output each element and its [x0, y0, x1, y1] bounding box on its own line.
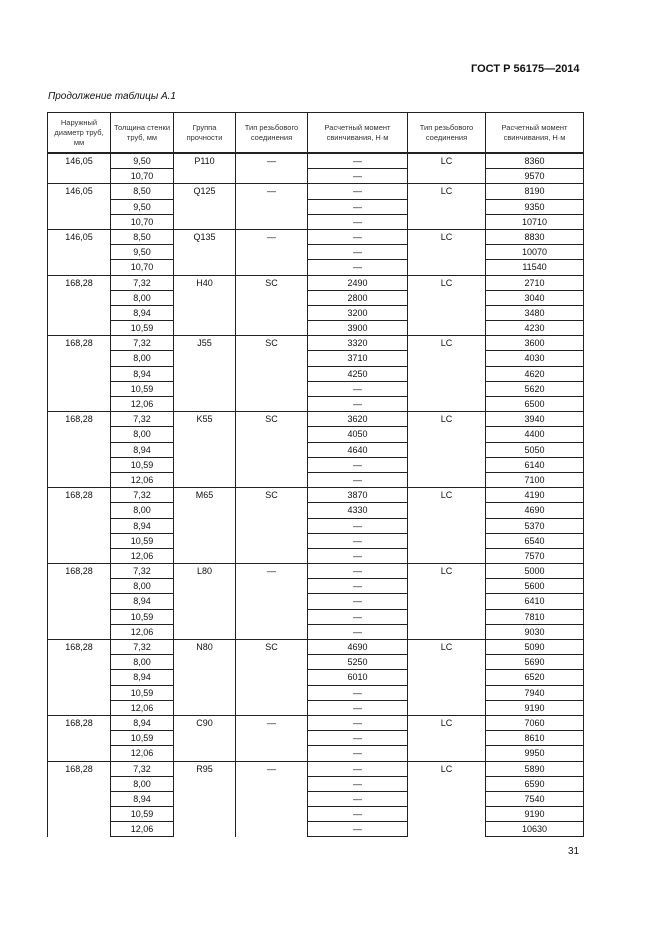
- table-row: [48, 624, 584, 639]
- wall-thickness-cell: 10,70: [111, 260, 174, 275]
- torque-2-cell: 6520: [486, 670, 584, 685]
- torque-1-cell: 4330: [308, 503, 408, 518]
- table-caption: Продолжение таблицы А.1: [48, 91, 176, 102]
- torque-2-cell: 5620: [486, 381, 584, 396]
- wall-thickness-cell: 9,50: [111, 245, 174, 260]
- strength-grade-cell: N80: [174, 640, 236, 716]
- wall-thickness-cell: 10,70: [111, 214, 174, 229]
- table-row: [48, 229, 584, 244]
- torque-2-cell: 8190: [486, 184, 584, 199]
- connection-type-2-cell: LC: [408, 229, 486, 275]
- connection-type-1-cell: —: [236, 229, 308, 275]
- wall-thickness-cell: 8,50: [111, 184, 174, 199]
- table-row: [48, 548, 584, 563]
- wall-thickness-cell: 7,32: [111, 336, 174, 351]
- torque-1-cell: 3870: [308, 488, 408, 503]
- table-header-row: [48, 113, 584, 154]
- connection-type-2-cell: LC: [408, 184, 486, 230]
- table-row: [48, 533, 584, 548]
- torque-2-cell: 10070: [486, 245, 584, 260]
- wall-thickness-cell: 12,06: [111, 822, 174, 837]
- col-header-diameter: Наружный диаметр труб, мм: [48, 113, 111, 154]
- col-header-connection-type-2: Тип резьбового соединения: [408, 113, 486, 154]
- torque-2-cell: 6590: [486, 776, 584, 791]
- torque-1-cell: —: [308, 472, 408, 487]
- torque-2-cell: 9950: [486, 746, 584, 761]
- torque-1-cell: —: [308, 715, 408, 730]
- connection-type-1-cell: SC: [236, 640, 308, 716]
- torque-1-cell: —: [308, 776, 408, 791]
- torque-2-cell: 9350: [486, 199, 584, 214]
- outer-diameter-cell: 146,05: [48, 153, 111, 184]
- table-row: [48, 670, 584, 685]
- connection-type-1-cell: —: [236, 153, 308, 184]
- torque-2-cell: 4030: [486, 351, 584, 366]
- torque-2-cell: 3040: [486, 290, 584, 305]
- outer-diameter-cell: 168,28: [48, 640, 111, 716]
- table-row: [48, 427, 584, 442]
- torque-2-cell: 8830: [486, 229, 584, 244]
- torque-1-cell: 4640: [308, 442, 408, 457]
- torque-1-cell: —: [308, 214, 408, 229]
- torque-1-cell: —: [308, 594, 408, 609]
- table-row: [48, 746, 584, 761]
- outer-diameter-cell: 168,28: [48, 564, 111, 640]
- torque-1-cell: —: [308, 609, 408, 624]
- table-row: [48, 412, 584, 427]
- connection-type-2-cell: LC: [408, 275, 486, 336]
- table-body: [48, 153, 584, 837]
- outer-diameter-cell: 168,28: [48, 715, 111, 761]
- torque-1-cell: —: [308, 700, 408, 715]
- outer-diameter-cell: 146,05: [48, 184, 111, 230]
- wall-thickness-cell: 7,32: [111, 275, 174, 290]
- torque-1-cell: —: [308, 624, 408, 639]
- wall-thickness-cell: 7,32: [111, 564, 174, 579]
- outer-diameter-cell: 168,28: [48, 275, 111, 336]
- table-row: [48, 503, 584, 518]
- table-row: [48, 442, 584, 457]
- torque-2-cell: 11540: [486, 260, 584, 275]
- table-row: [48, 153, 584, 169]
- col-header-connection-type-1: Тип резьбового соединения: [236, 113, 308, 154]
- torque-1-cell: —: [308, 169, 408, 184]
- torque-table: [47, 112, 584, 837]
- torque-2-cell: 5000: [486, 564, 584, 579]
- wall-thickness-cell: 12,06: [111, 472, 174, 487]
- wall-thickness-cell: 10,59: [111, 533, 174, 548]
- torque-1-cell: 4690: [308, 640, 408, 655]
- torque-1-cell: —: [308, 199, 408, 214]
- wall-thickness-cell: 10,59: [111, 685, 174, 700]
- table-row: [48, 275, 584, 290]
- wall-thickness-cell: 10,59: [111, 321, 174, 336]
- table-row: [48, 761, 584, 776]
- table-row: [48, 336, 584, 351]
- torque-1-cell: —: [308, 685, 408, 700]
- torque-2-cell: 5890: [486, 761, 584, 776]
- connection-type-2-cell: LC: [408, 412, 486, 488]
- torque-1-cell: —: [308, 457, 408, 472]
- connection-type-1-cell: —: [236, 715, 308, 761]
- torque-1-cell: 3200: [308, 305, 408, 320]
- wall-thickness-cell: 8,94: [111, 670, 174, 685]
- torque-2-cell: 7810: [486, 609, 584, 624]
- torque-2-cell: 8610: [486, 731, 584, 746]
- document-code: ГОСТ Р 56175—2014: [471, 63, 580, 75]
- table-row: [48, 564, 584, 579]
- torque-2-cell: 5050: [486, 442, 584, 457]
- wall-thickness-cell: 9,50: [111, 153, 174, 169]
- torque-2-cell: 9030: [486, 624, 584, 639]
- torque-2-cell: 6140: [486, 457, 584, 472]
- torque-1-cell: —: [308, 822, 408, 837]
- table-row: [48, 700, 584, 715]
- torque-2-cell: 4690: [486, 503, 584, 518]
- torque-1-cell: —: [308, 533, 408, 548]
- torque-2-cell: 4620: [486, 366, 584, 381]
- wall-thickness-cell: 12,06: [111, 700, 174, 715]
- wall-thickness-cell: 12,06: [111, 624, 174, 639]
- connection-type-2-cell: LC: [408, 488, 486, 564]
- table-row: [48, 655, 584, 670]
- strength-grade-cell: Q125: [174, 184, 236, 230]
- wall-thickness-cell: 8,94: [111, 366, 174, 381]
- strength-grade-cell: K55: [174, 412, 236, 488]
- torque-1-cell: —: [308, 746, 408, 761]
- torque-1-cell: 3620: [308, 412, 408, 427]
- wall-thickness-cell: 8,50: [111, 229, 174, 244]
- torque-2-cell: 6410: [486, 594, 584, 609]
- torque-2-cell: 5090: [486, 640, 584, 655]
- wall-thickness-cell: 10,59: [111, 731, 174, 746]
- torque-2-cell: 2710: [486, 275, 584, 290]
- table-row: [48, 381, 584, 396]
- wall-thickness-cell: 8,94: [111, 518, 174, 533]
- connection-type-2-cell: LC: [408, 336, 486, 412]
- wall-thickness-cell: 8,00: [111, 579, 174, 594]
- wall-thickness-cell: 7,32: [111, 761, 174, 776]
- table-row: [48, 822, 584, 837]
- outer-diameter-cell: 168,28: [48, 412, 111, 488]
- col-header-torque-2: Расчетный момент свинчивания, Н·м: [486, 113, 584, 154]
- table-row: [48, 457, 584, 472]
- wall-thickness-cell: 8,94: [111, 715, 174, 730]
- torque-1-cell: —: [308, 564, 408, 579]
- torque-1-cell: 3710: [308, 351, 408, 366]
- connection-type-2-cell: LC: [408, 761, 486, 837]
- torque-1-cell: —: [308, 245, 408, 260]
- torque-2-cell: 5690: [486, 655, 584, 670]
- torque-1-cell: —: [308, 807, 408, 822]
- table-row: [48, 488, 584, 503]
- strength-grade-cell: M65: [174, 488, 236, 564]
- table-row: [48, 199, 584, 214]
- wall-thickness-cell: 8,94: [111, 442, 174, 457]
- wall-thickness-cell: 8,94: [111, 305, 174, 320]
- wall-thickness-cell: 8,00: [111, 655, 174, 670]
- torque-1-cell: 4050: [308, 427, 408, 442]
- table-row: [48, 807, 584, 822]
- wall-thickness-cell: 8,00: [111, 427, 174, 442]
- wall-thickness-cell: 8,00: [111, 776, 174, 791]
- table-row: [48, 640, 584, 655]
- table-row: [48, 685, 584, 700]
- torque-1-cell: —: [308, 184, 408, 199]
- torque-1-cell: —: [308, 229, 408, 244]
- torque-1-cell: 2490: [308, 275, 408, 290]
- wall-thickness-cell: 12,06: [111, 746, 174, 761]
- torque-1-cell: —: [308, 761, 408, 776]
- table-row: [48, 731, 584, 746]
- torque-1-cell: —: [308, 579, 408, 594]
- torque-1-cell: 3320: [308, 336, 408, 351]
- torque-2-cell: 7940: [486, 685, 584, 700]
- strength-grade-cell: J55: [174, 336, 236, 412]
- strength-grade-cell: H40: [174, 275, 236, 336]
- page-number: 31: [568, 846, 580, 857]
- table-row: [48, 472, 584, 487]
- torque-1-cell: —: [308, 397, 408, 412]
- table-row: [48, 518, 584, 533]
- table-row: [48, 776, 584, 791]
- wall-thickness-cell: 10,59: [111, 381, 174, 396]
- torque-2-cell: 4400: [486, 427, 584, 442]
- table-row: [48, 184, 584, 199]
- wall-thickness-cell: 7,32: [111, 640, 174, 655]
- strength-grade-cell: L80: [174, 564, 236, 640]
- table-row: [48, 245, 584, 260]
- wall-thickness-cell: 12,06: [111, 397, 174, 412]
- connection-type-1-cell: —: [236, 184, 308, 230]
- strength-grade-cell: P110: [174, 153, 236, 184]
- torque-2-cell: 10710: [486, 214, 584, 229]
- connection-type-2-cell: LC: [408, 564, 486, 640]
- torque-2-cell: 6540: [486, 533, 584, 548]
- torque-2-cell: 7570: [486, 548, 584, 563]
- wall-thickness-cell: 8,00: [111, 503, 174, 518]
- torque-1-cell: 3900: [308, 321, 408, 336]
- strength-grade-cell: C90: [174, 715, 236, 761]
- torque-2-cell: 7540: [486, 791, 584, 806]
- outer-diameter-cell: 146,05: [48, 229, 111, 275]
- connection-type-2-cell: LC: [408, 715, 486, 761]
- torque-2-cell: 4230: [486, 321, 584, 336]
- torque-2-cell: 10630: [486, 822, 584, 837]
- wall-thickness-cell: 12,06: [111, 548, 174, 563]
- torque-2-cell: 8360: [486, 153, 584, 169]
- outer-diameter-cell: 168,28: [48, 336, 111, 412]
- wall-thickness-cell: 8,94: [111, 791, 174, 806]
- wall-thickness-cell: 7,32: [111, 488, 174, 503]
- table-row: [48, 351, 584, 366]
- torque-2-cell: 5600: [486, 579, 584, 594]
- table-row: [48, 715, 584, 730]
- wall-thickness-cell: 8,94: [111, 594, 174, 609]
- outer-diameter-cell: 168,28: [48, 761, 111, 837]
- table-row: [48, 609, 584, 624]
- torque-2-cell: 7060: [486, 715, 584, 730]
- torque-1-cell: —: [308, 518, 408, 533]
- table-row: [48, 594, 584, 609]
- torque-2-cell: 9190: [486, 807, 584, 822]
- torque-2-cell: 3480: [486, 305, 584, 320]
- torque-2-cell: 7100: [486, 472, 584, 487]
- torque-1-cell: —: [308, 260, 408, 275]
- connection-type-1-cell: SC: [236, 488, 308, 564]
- torque-2-cell: 9190: [486, 700, 584, 715]
- torque-2-cell: 3600: [486, 336, 584, 351]
- table-row: [48, 791, 584, 806]
- wall-thickness-cell: 8,00: [111, 290, 174, 305]
- torque-1-cell: —: [308, 381, 408, 396]
- wall-thickness-cell: 7,32: [111, 412, 174, 427]
- table-row: [48, 260, 584, 275]
- torque-1-cell: —: [308, 791, 408, 806]
- table-row: [48, 321, 584, 336]
- table-row: [48, 579, 584, 594]
- torque-1-cell: —: [308, 548, 408, 563]
- col-header-grade: Группа прочности: [174, 113, 236, 154]
- torque-2-cell: 5370: [486, 518, 584, 533]
- wall-thickness-cell: 9,50: [111, 199, 174, 214]
- wall-thickness-cell: 10,70: [111, 169, 174, 184]
- connection-type-1-cell: SC: [236, 336, 308, 412]
- table-row: [48, 366, 584, 381]
- torque-2-cell: 9570: [486, 169, 584, 184]
- table-row: [48, 305, 584, 320]
- table-row: [48, 214, 584, 229]
- torque-1-cell: 6010: [308, 670, 408, 685]
- wall-thickness-cell: 10,59: [111, 457, 174, 472]
- table-row: [48, 290, 584, 305]
- connection-type-1-cell: SC: [236, 412, 308, 488]
- torque-2-cell: 4190: [486, 488, 584, 503]
- torque-1-cell: 2800: [308, 290, 408, 305]
- torque-2-cell: 6500: [486, 397, 584, 412]
- connection-type-1-cell: —: [236, 761, 308, 837]
- connection-type-2-cell: LC: [408, 153, 486, 184]
- torque-1-cell: —: [308, 731, 408, 746]
- table-row: [48, 397, 584, 412]
- torque-1-cell: 4250: [308, 366, 408, 381]
- torque-1-cell: —: [308, 153, 408, 169]
- connection-type-1-cell: —: [236, 564, 308, 640]
- col-header-torque-1: Расчетный момент свинчивания, Н·м: [308, 113, 408, 154]
- connection-type-1-cell: SC: [236, 275, 308, 336]
- outer-diameter-cell: 168,28: [48, 488, 111, 564]
- torque-2-cell: 3940: [486, 412, 584, 427]
- table-row: [48, 169, 584, 184]
- wall-thickness-cell: 8,00: [111, 351, 174, 366]
- torque-1-cell: 5250: [308, 655, 408, 670]
- strength-grade-cell: Q135: [174, 229, 236, 275]
- wall-thickness-cell: 10,59: [111, 807, 174, 822]
- strength-grade-cell: R95: [174, 761, 236, 837]
- connection-type-2-cell: LC: [408, 640, 486, 716]
- wall-thickness-cell: 10,59: [111, 609, 174, 624]
- col-header-wall: Толщина стенки труб, мм: [111, 113, 174, 154]
